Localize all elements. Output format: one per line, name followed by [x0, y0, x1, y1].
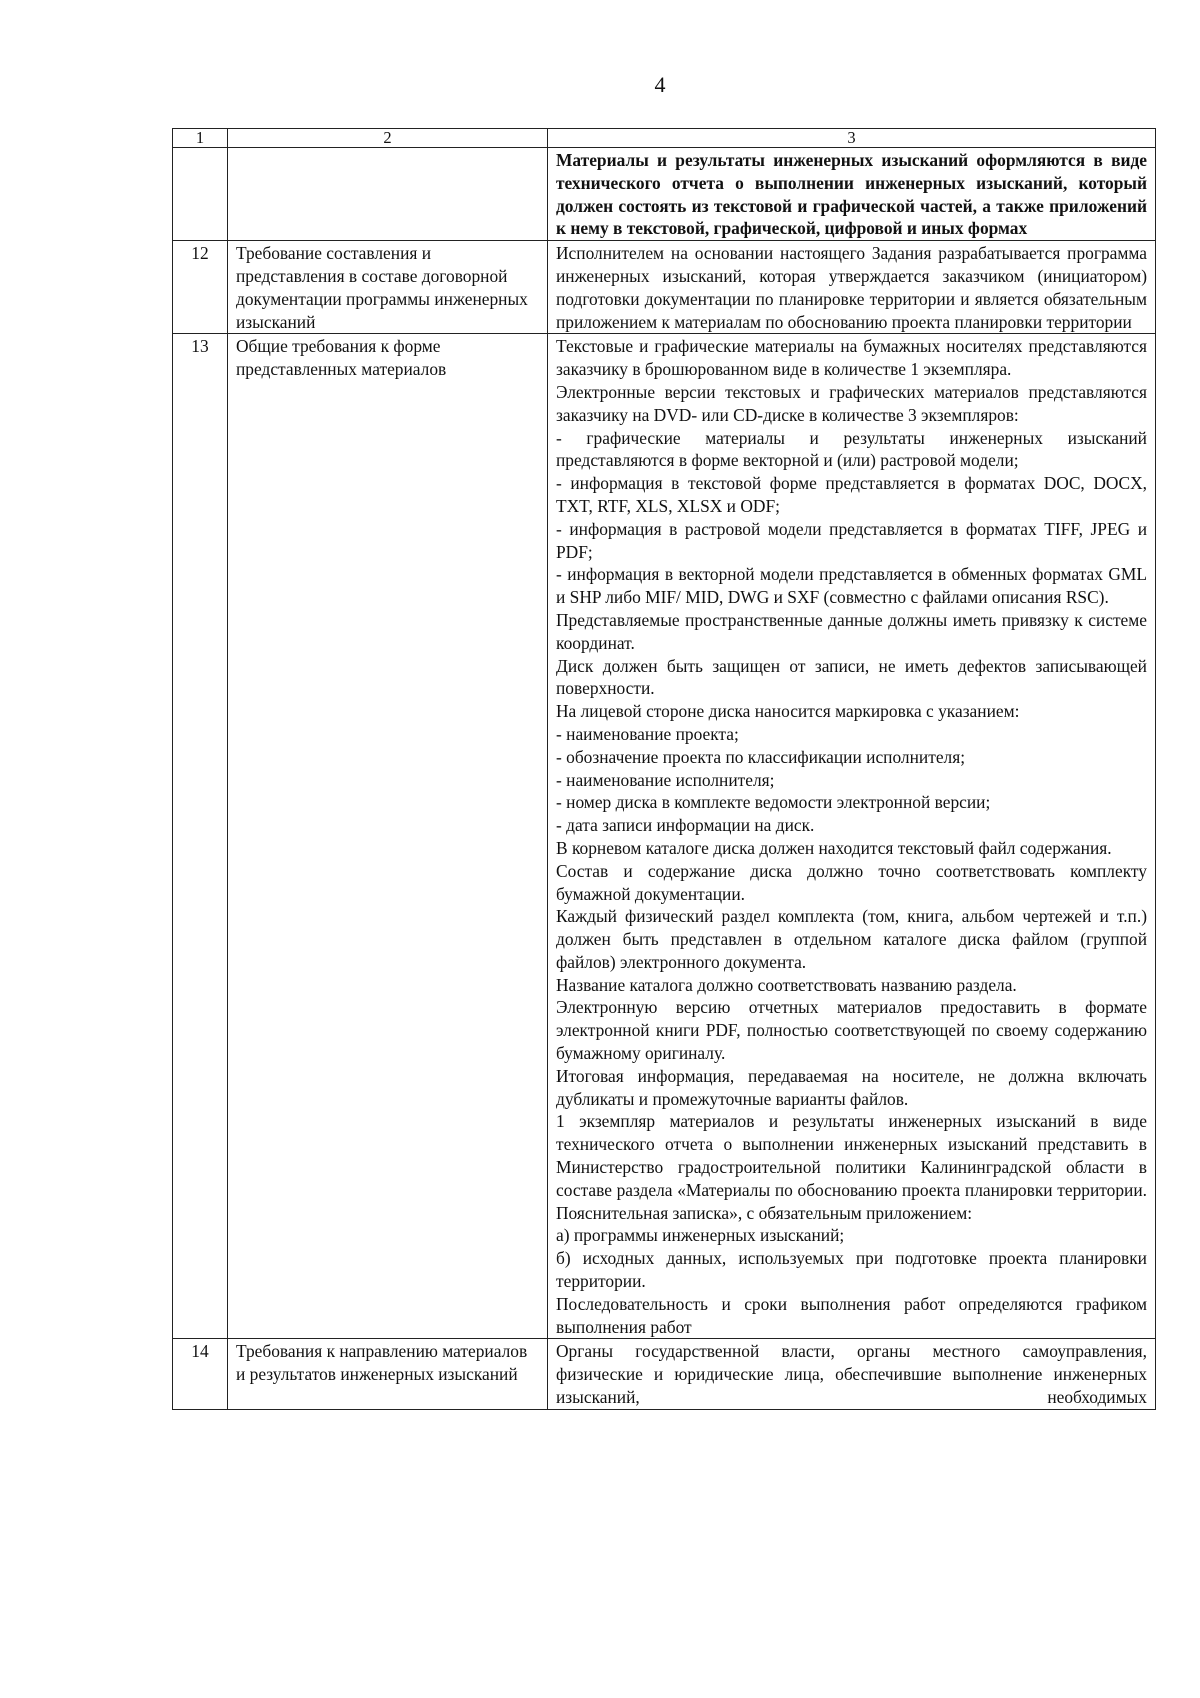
row-paragraph: Итоговая информация, передаваемая на носителе, не должна включать дубликаты и промежуточные варианты файлов. — [556, 1065, 1147, 1109]
row-paragraph: - дата записи информации на диск. — [556, 815, 815, 836]
row-title: Требования к направлению материалов и результатов инженерных изысканий — [228, 1339, 548, 1409]
row-paragraph: - информация в текстовой форме представляется в форматах DOC, DOCX, TXT, RTF, XLS, XLSX и ODF; — [556, 473, 1147, 516]
header-col-2: 2 — [228, 129, 548, 148]
row-paragraph: На лицевой стороне диска наносится маркировка с указанием: — [556, 701, 1020, 722]
row-paragraph: Диск должен быть защищен от записи, не иметь дефектов записывающей поверхности. — [556, 655, 1147, 699]
table-header-row — [173, 129, 1156, 148]
requirements-table — [172, 128, 1156, 1410]
table-row-13 — [173, 334, 1156, 1339]
row-number: 13 — [173, 334, 228, 1339]
row-paragraph: - наименование исполнителя; — [556, 769, 775, 790]
row-paragraph: - информация в векторной модели представляется в обменных форматах GML и SHP либо MIF/ MID, DWG и SXF (совместно с файлами описания RSC). — [556, 564, 1147, 608]
row-number: 14 — [173, 1339, 228, 1409]
row-paragraph: - наименование проекта; — [556, 723, 739, 744]
header-col-3: 3 — [548, 129, 1156, 148]
row-number-cell — [173, 148, 228, 241]
row-paragraph: б) исходных данных, используемых при подготовке проекта планировки территории. — [556, 1248, 1147, 1292]
row-content — [548, 1339, 1156, 1409]
row-paragraph: 1 экземпляр материалов и результаты инженерных изысканий в виде технического отчета о выполнении инженерных изысканий представить в Министерство градостроительной политики Калининградской области в составе раздела «Материалы по обоснованию проекта планировки территории. Пояснительная записка», с обязательным приложением: — [556, 1111, 1147, 1223]
row-paragraph: В корневом каталоге диска должен находится текстовый файл содержания. — [556, 837, 1112, 858]
row-paragraph: Исполнителем на основании настоящего Задания разрабатывается программа инженерных изысканий, которая утверждается заказчиком (инициатором) подготовки документации по планировке территории и является обязательным приложением к материалам по обоснованию проекта планировки территории — [556, 243, 1147, 332]
row-content-cell — [548, 148, 1156, 241]
page-number: 4 — [654, 72, 666, 97]
table-row-12 — [173, 241, 1156, 334]
row-paragraph: Органы государственной власти, органы местного самоуправления, физические и юридические лица, обеспечившие выполнение инженерных изысканий, необходимых — [556, 1341, 1147, 1408]
row-content — [548, 334, 1156, 1339]
row-paragraph: - графические материалы и результаты инженерных изысканий представляются в форме векторной и (или) растровой модели; — [556, 427, 1147, 471]
row-paragraph: Текстовые и графические материалы на бумажных носителях представляются заказчику в брошюрованном виде в количестве 1 экземпляра. — [556, 336, 1147, 380]
row-paragraph: - информация в растровой модели представляется в форматах TIFF, JPEG и PDF; — [556, 518, 1147, 562]
row-paragraph: Электронные версии текстовых и графических материалов представляются заказчику на DVD- или CD-диске в количестве 3 экземпляров: — [556, 381, 1147, 425]
row-title-cell — [228, 148, 548, 241]
table-row-14 — [173, 1339, 1156, 1409]
row-paragraph: Электронную версию отчетных материалов предоставить в формате электронной книги PDF, полностью соответствующей по своему содержанию бумажному оригиналу. — [556, 997, 1147, 1064]
continuation-paragraph: Материалы и результаты инженерных изысканий оформляются в виде технического отчета о выполнении инженерных изысканий, который должен состоять из текстовой и графической частей, а также приложений к нему в текстовой, графической, цифровой и иных формах — [556, 150, 1147, 239]
row-content — [548, 241, 1156, 334]
row-number: 12 — [173, 241, 228, 334]
header-col-1: 1 — [173, 129, 228, 148]
row-paragraph: Состав и содержание диска должно точно соответствовать комплекту бумажной документации. — [556, 860, 1147, 904]
row-title: Требование составления и представления в составе договорной документации программы инженерных изысканий — [228, 241, 548, 334]
table-row-continuation — [173, 148, 1156, 241]
row-paragraph: Представляемые пространственные данные должны иметь привязку к системе координат. — [556, 609, 1147, 653]
row-title: Общие требования к форме представленных материалов — [228, 334, 548, 1339]
row-paragraph: а) программы инженерных изысканий; — [556, 1225, 845, 1246]
row-paragraph: - обозначение проекта по классификации исполнителя; — [556, 746, 966, 767]
row-paragraph: Последовательность и сроки выполнения работ определяются графиком выполнения работ — [556, 1293, 1147, 1337]
row-paragraph: - номер диска в комплекте ведомости электронной версии; — [556, 792, 991, 813]
row-paragraph: Каждый физический раздел комплекта (том, книга, альбом чертежей и т.п.) должен быть представлен в отдельном каталоге диска файлом (группой файлов) электронного документа. — [556, 906, 1147, 972]
row-paragraph: Название каталога должно соответствовать названию раздела. — [556, 974, 1017, 995]
